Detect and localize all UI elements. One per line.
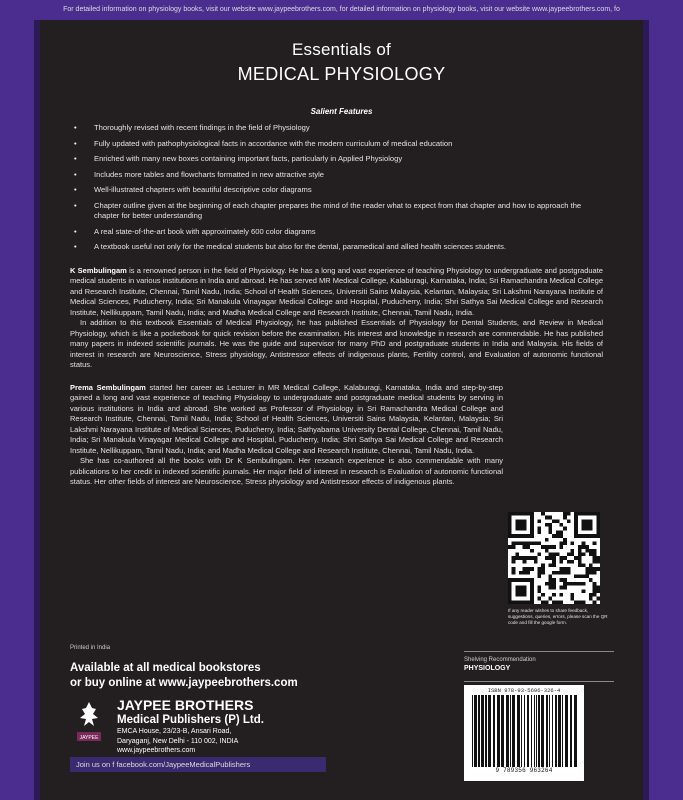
- bullet-icon: •: [74, 123, 77, 132]
- author-name: Prema Sembulingam: [70, 382, 146, 392]
- title-line1: Essentials of: [292, 40, 391, 59]
- book-back-cover: [40, 0, 643, 800]
- feature-item: • Chapter outline given at the beginning of each chapter prepares the mind of the reader what to expect from that chapter and how to approach the chapter for better understanding: [74, 200, 582, 220]
- author-bio-prema-sembulingam: Prema Sembulingam started her career as Lecturer in MR Medical College, Kalaburagi, Karnataka, India and step-by-step gained a long and vast experience of teaching Physiology to undergraduate and postgraduate medical students by serving in various institutions in India and abroad. She worked as Professor of Physiology in Sri Ramachandra Medical College and Research Institute, Chennai, Tamil Nadu, India; School of Health Sciences, Universiti Sains Malaysia, Kelantan, Malaysia; Sri Lakshmi Narayana Institute of Medical Sciences, Puducherry, India; Sathyabama University Dental College, Chennai, Tamil Nadu, India; Sri Manakula Vinayagar Medical College and Hospital, Puducherry, India; Shri Sathya Sai Medical College and Research Institute, Nellikuppam, Tamil Nadu, India; and Madha Medical College and Research Institute, Chennai, Tamil Nadu, India. She has co-authored all the books with Dr K Sembulingam. Her research experience is also commendable with many publications to her credit in indexed scientific journals. Her major field of interest in research is Evaluation of autonomic functional status. Her other fields of interest are Neuroscience, Stress physiology and Antistressor effects of indigenous plants.: [70, 382, 503, 486]
- bullet-icon: •: [74, 138, 77, 148]
- feature-item: • A real state-of-the-art book with approximately 600 color diagrams: [74, 226, 316, 236]
- feature-item: • Well-illustrated chapters with beautiful descriptive color diagrams: [74, 185, 312, 194]
- feature-item: • Fully updated with pathophysiological facts in accordance with the modern curriculum of medical education: [74, 138, 453, 148]
- qr-caption: If any reader wishes to share feedback, suggestions, queries, errors, please scan the QR code and fill the google form.: [508, 608, 608, 625]
- printed-in: Printed in India: [70, 645, 111, 651]
- bullet-icon: •: [74, 226, 77, 236]
- qr-code[interactable]: [508, 512, 600, 604]
- author-name: K Sembulingam: [70, 265, 127, 275]
- bullet-icon: •: [74, 154, 77, 163]
- publisher-info: JAYPEE BROTHERS Medical Publishers (P) Ltd. EMCA House, 23/23-B, Ansari Road, Daryaganj, New Delhi - 110 002, INDIA www.jaypeebrothers.com: [117, 697, 264, 754]
- svg-text:JAYPEE: JAYPEE: [79, 735, 99, 741]
- bullet-icon: •: [74, 242, 77, 251]
- top-strip: For detailed information on physiology books, visit our website www.jaypeebrothers.com, for detailed information on physiology books, visit our website www.jaypeebrothers.com, fo: [40, 0, 643, 20]
- title-line2: MEDICAL PHYSIOLOGY: [237, 64, 446, 84]
- author-bio-k-sembulingam: K Sembulingam is a renowned person in the field of Physiology. He has a long and vast experience of teaching Physiology to undergraduate and postgraduate medical students in various institutions in India and abroad. He has served MR Medical College, Kalaburagi, Karnataka, India; Sri Ramachandra Medical College and Research Institute, Chennai, Tamil Nadu, India; School of Health Sciences, Universiti Sains Malaysia, Kelantan, Malaysia; Sri Lakshmi Narayana Institute of Medical Sciences, Puducherry, India; Sri Manakula Vinayagar Medical College and Hospital, Puducherry, India; Shri Sathya Sai Medical College and Research Institute, Nellikuppam, Tamil Nadu, India; and Madha Medical College and Research Institute, Chennai, Tamil Nadu, India. In addition to this textbook Essentials of Medical Physiology, he has published Essentials of Physiology for Dental Students, and Review in Medical Physiology, which is like a pocketbook for quick revision before the examination. His interest and knowledge in research are commendable. He has published many papers in indexed scientific journals. He was the guide and supervisor for many PhD and postgraduate students in India and Malaysia. His fields of interest in research are Neuroscience, Stress physiology, Antistressor effects of indigenous plants, Fertility control, and Evaluation of autonomic functional status.: [70, 265, 603, 369]
- bullet-icon: •: [74, 185, 77, 194]
- features-list: [40, 123, 643, 253]
- feature-item: • Thoroughly revised with recent findings in the field of Physiology: [74, 123, 310, 132]
- bullet-icon: •: [74, 169, 77, 179]
- shelving-recommendation: Shelving Recommendation PHYSIOLOGY: [464, 651, 614, 682]
- frame-left: [0, 0, 40, 800]
- facebook-join-bar[interactable]: Join us on f facebook.com/JaypeeMedicalPublishers: [70, 757, 326, 772]
- publisher-logo-icon: [74, 700, 104, 744]
- feature-item: • Enriched with many new boxes containing important facts, particularly in Applied Physiology: [74, 154, 403, 163]
- isbn-barcode: ISBN 978-93-5696-326-4 9 789356 963264: [464, 685, 584, 781]
- publisher-website[interactable]: www.jaypeebrothers.com: [117, 747, 196, 754]
- bullet-icon: •: [74, 200, 77, 210]
- feature-item: • Includes more tables and flowcharts formatted in new attractive style: [74, 169, 325, 179]
- publisher-subname: Medical Publishers (P) Ltd.: [117, 714, 264, 726]
- salient-features-title: Salient Features: [310, 107, 373, 116]
- feature-item: • A textbook useful not only for the medical students but also for the dental, paramedical and allied health sciences students.: [74, 242, 507, 251]
- availability: Available at all medical bookstores or buy online at www.jaypeebrothers.com: [70, 662, 298, 689]
- frame-right: [643, 0, 683, 800]
- publisher-name: JAYPEE BROTHERS: [117, 697, 254, 713]
- barcode-bars-icon: [470, 695, 578, 767]
